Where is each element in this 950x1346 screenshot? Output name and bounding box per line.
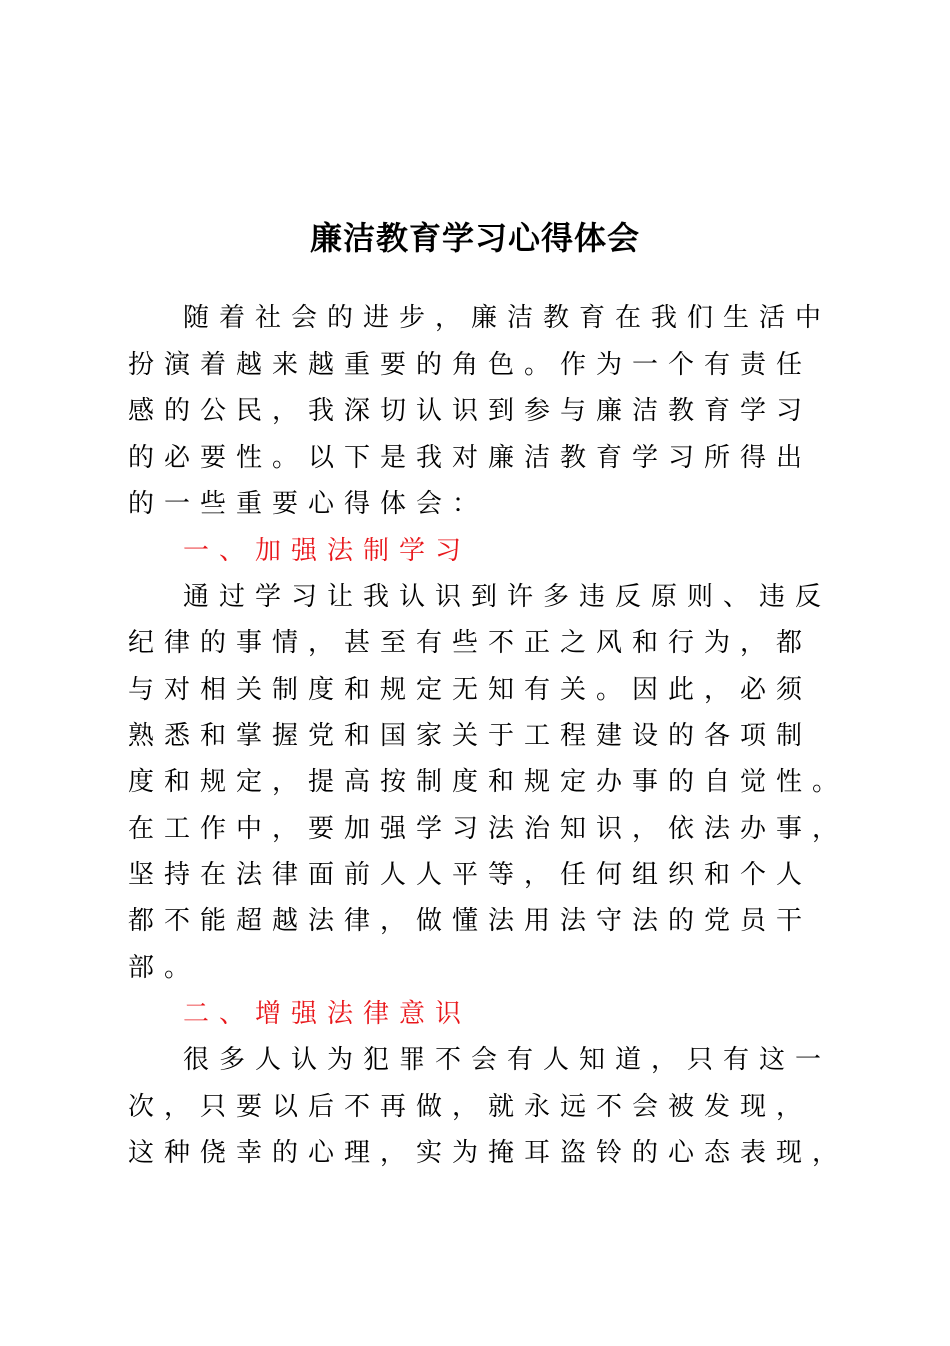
section-heading-1: 一、加强法制学习 xyxy=(183,536,472,566)
intro-line-1: 随着社会的进步，廉洁教育在我们生活中 xyxy=(183,303,832,333)
section-1-line-9: 部。 xyxy=(128,953,201,983)
section-heading-2: 二、增强法律意识 xyxy=(183,999,472,1029)
section-1-line-7: 坚持在法律面前人人平等，任何组织和个人 xyxy=(128,860,813,890)
section-1-line-6: 在工作中，要加强学习法治知识，依法办事， xyxy=(128,814,849,844)
section-2-line-3: 这种侥幸的心理，实为掩耳盗铃的心态表现， xyxy=(128,1138,849,1168)
section-1-line-1: 通过学习让我认识到许多违反原则、违反 xyxy=(183,582,832,612)
section-1-line-8: 都不能超越法律，做懂法用法守法的党员干 xyxy=(128,906,813,936)
document-title: 廉洁教育学习心得体会 xyxy=(309,219,640,257)
section-1-line-4: 熟悉和掌握党和国家关于工程建设的各项制 xyxy=(128,721,813,751)
intro-line-2: 扮演着越来越重要的角色。作为一个有责任 xyxy=(128,350,813,380)
section-1-line-5: 度和规定，提高按制度和规定办事的自觉性。 xyxy=(128,767,849,797)
section-1-line-3: 与对相关制度和规定无知有关。因此，必须 xyxy=(128,675,813,705)
intro-line-4: 的必要性。以下是我对廉洁教育学习所得出 xyxy=(128,443,813,473)
section-2-line-2: 次，只要以后不再做，就永远不会被发现， xyxy=(128,1092,813,1122)
section-2-line-1: 很多人认为犯罪不会有人知道，只有这一 xyxy=(183,1045,832,1075)
intro-line-5: 的一些重要心得体会： xyxy=(128,489,489,519)
section-1-line-2: 纪律的事情，甚至有些不正之风和行为，都 xyxy=(128,628,813,658)
intro-line-3: 感的公民，我深切认识到参与廉洁教育学习 xyxy=(128,396,813,426)
